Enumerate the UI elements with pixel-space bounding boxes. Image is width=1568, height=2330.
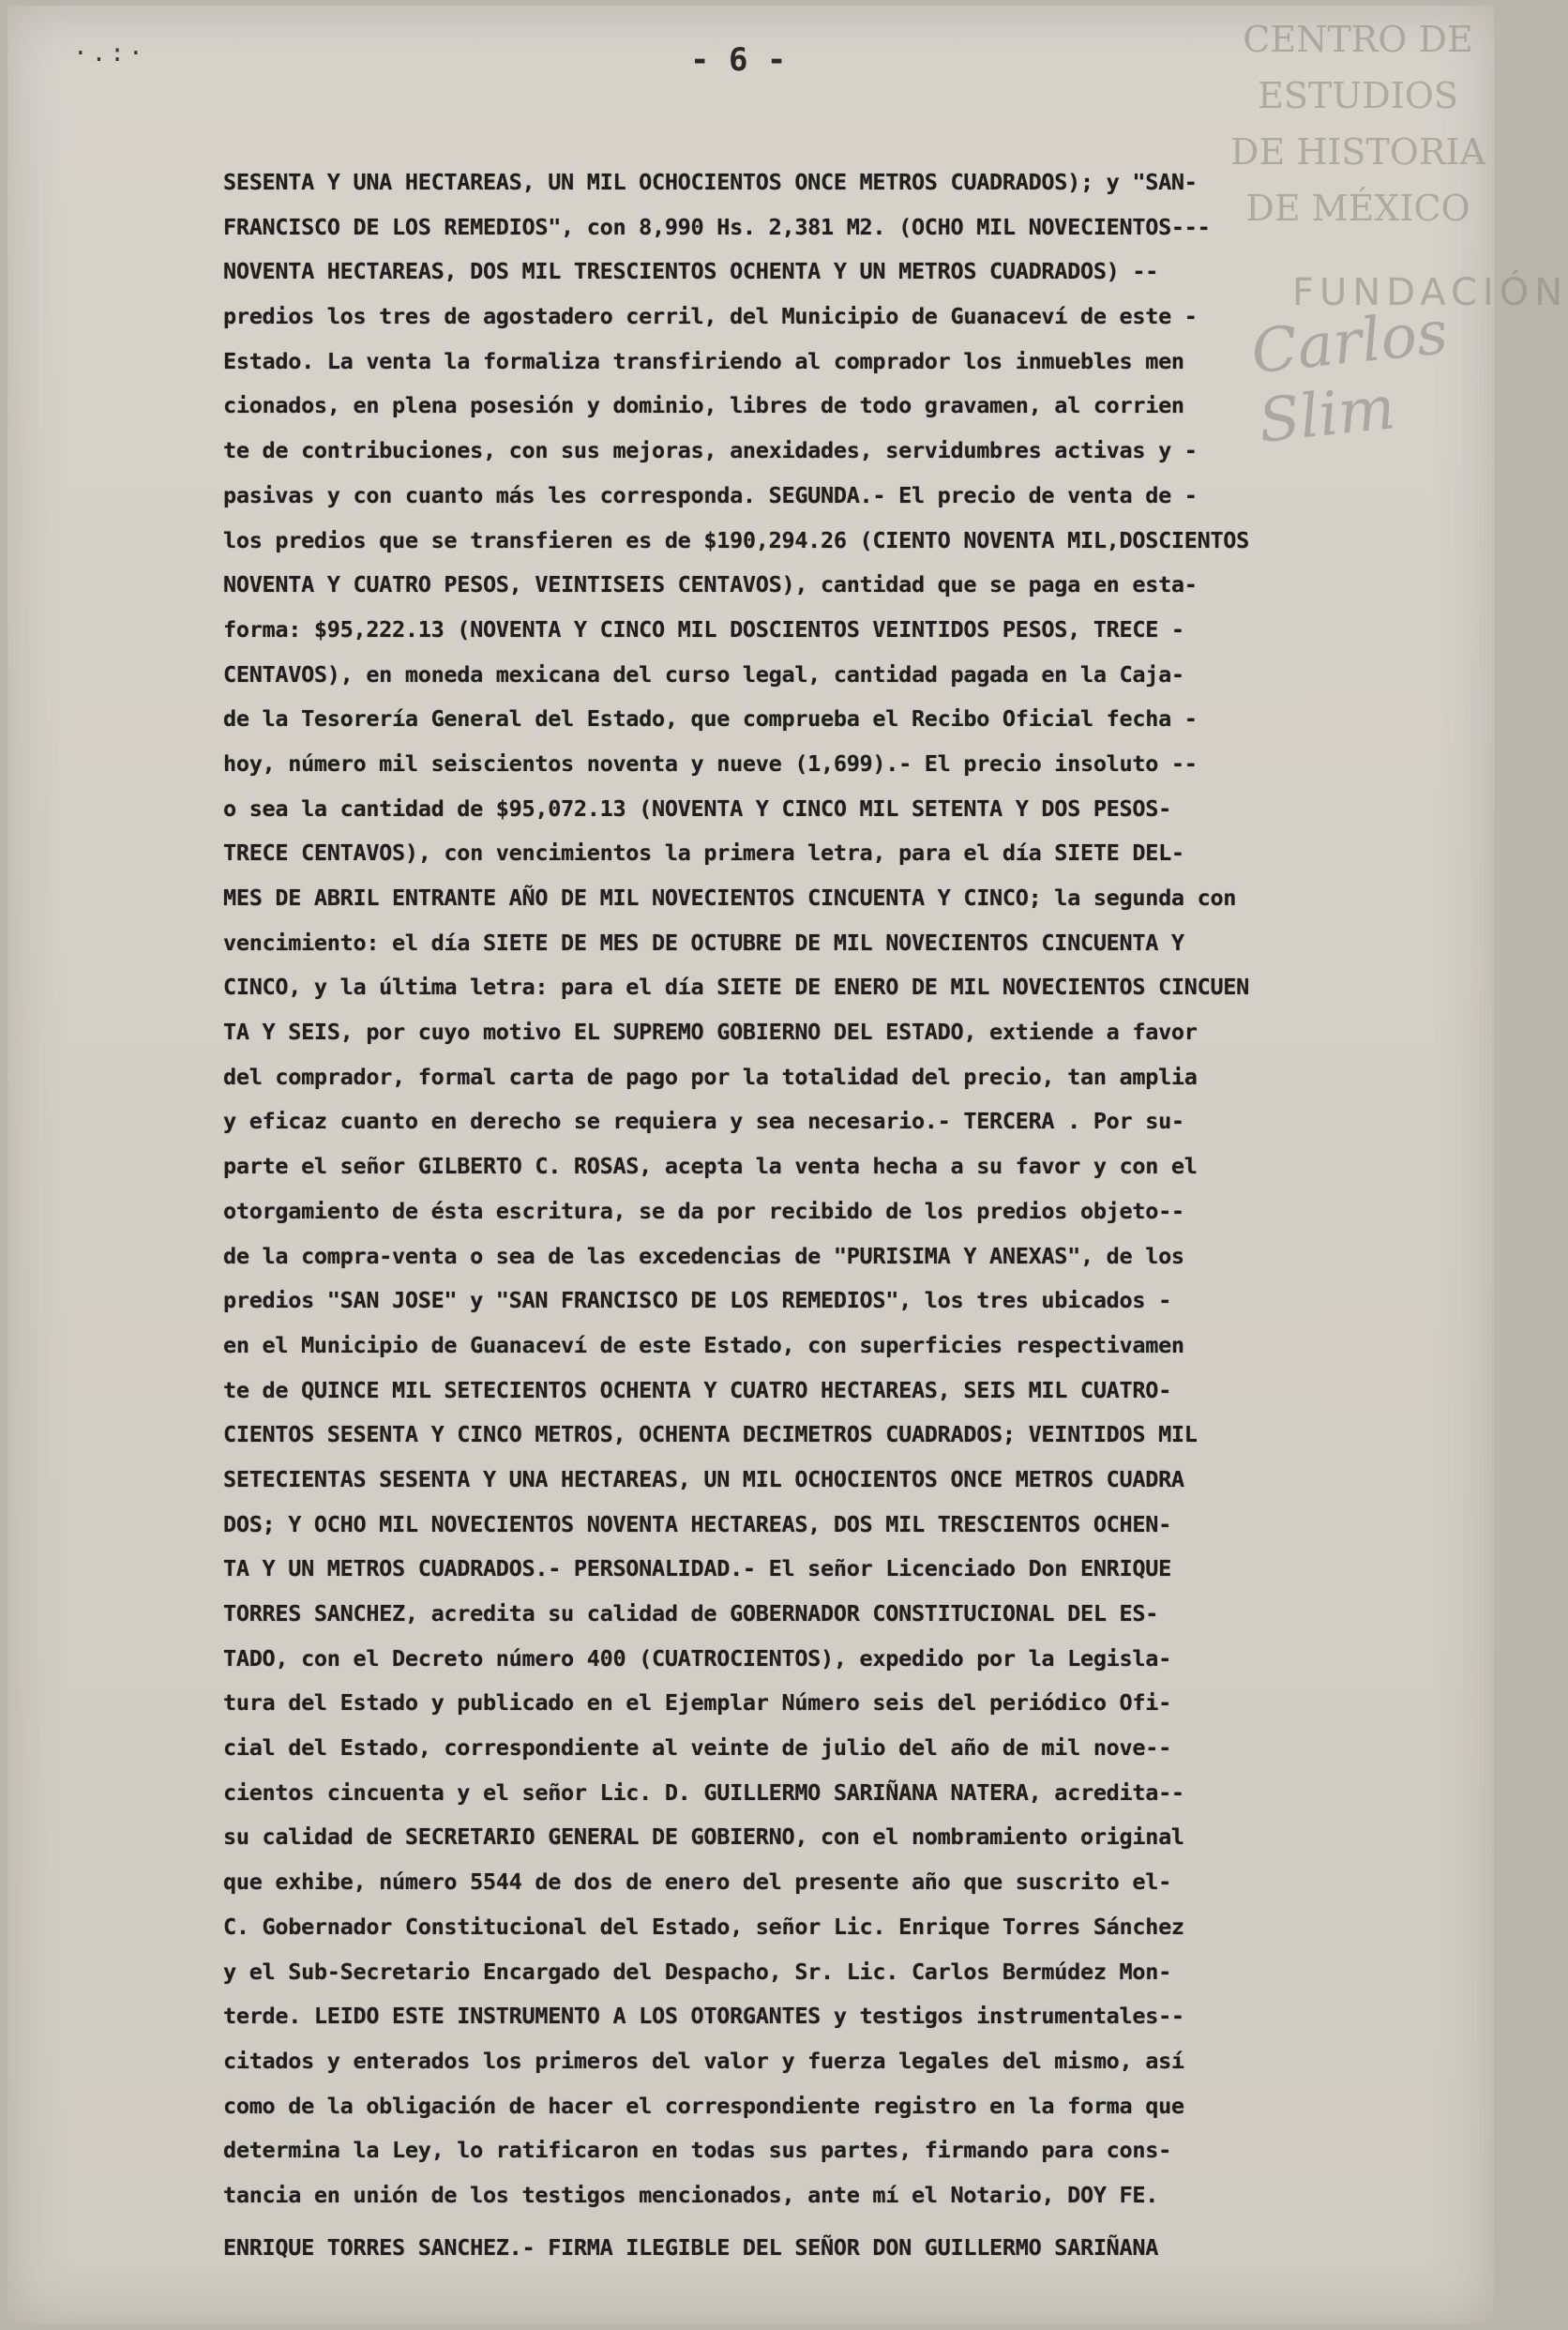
- document-page: [8, 6, 1568, 2324]
- text-line: ENRIQUE TORRES SANCHEZ.- FIRMA ILEGIBLE DEL SEÑOR DON GUILLERMO SARIÑANA: [223, 2233, 1159, 2261]
- text-line: o sea la cantidad de $95,072.13 (NOVENTA Y CINCO MIL SETENTA Y DOS PESOS-: [223, 794, 1171, 822]
- text-line: NOVENTA HECTAREAS, DOS MIL TRESCIENTOS OCHENTA Y UN METROS CUADRADOS) --: [223, 258, 1159, 285]
- text-line: los predios que se transfieren es de $190,294.26 (CIENTO NOVENTA MIL,DOSCIENTOS: [223, 526, 1250, 553]
- stamp-line: FUNDACIÓN: [1292, 271, 1568, 314]
- text-line: de la Tesorería General del Estado, que comprueba el Recibo Oficial fecha -: [223, 705, 1198, 733]
- text-line: C. Gobernador Constitucional del Estado, señor Lic. Enrique Torres Sánchez: [223, 1913, 1184, 1940]
- text-line: SETECIENTAS SESENTA Y UNA HECTAREAS, UN MIL OCHOCIENTOS ONCE METROS CUADRA: [223, 1465, 1184, 1492]
- text-line: de la compra-venta o sea de las excedencias de "PURISIMA Y ANEXAS", de los: [223, 1242, 1184, 1269]
- page-number: - 6 -: [690, 41, 787, 79]
- text-line: citados y enterados los primeros del valor y fuerza legales del mismo, así: [223, 2047, 1184, 2074]
- text-line: hoy, número mil seiscientos noventa y nueve (1,699).- El precio insoluto --: [223, 749, 1198, 777]
- text-line: TRECE CENTAVOS), con vencimientos la primera letra, para el día SIETE DEL-: [223, 840, 1184, 867]
- stamp-line: CENTRO DE: [1243, 19, 1473, 60]
- text-line: MES DE ABRIL ENTRANTE AÑO DE MIL NOVECIENTOS CINCUENTA Y CINCO; la segunda con: [223, 885, 1237, 911]
- typewritten-body: [223, 160, 1461, 2270]
- stamp-line: DE HISTORIA: [1229, 131, 1486, 173]
- text-line: terde. LEIDO ESTE INSTRUMENTO A LOS OTORGANTES y testigos instrumentales--: [223, 2003, 1184, 2030]
- text-line: como de la obligación de hacer el correspondiente registro en la forma que: [223, 2092, 1184, 2119]
- text-line: del comprador, formal carta de pago por la totalidad del precio, tan amplia: [223, 1063, 1198, 1090]
- text-line: TADO, con el Decreto número 400 (CUATROCIENTOS), expedido por la Legisla-: [223, 1644, 1171, 1672]
- text-line: pasivas y con cuanto más les corresponda. SEGUNDA.- El precio de venta de -: [223, 481, 1198, 508]
- text-line: DOS; Y OCHO MIL NOVECIENTOS NOVENTA HECTAREAS, DOS MIL TRESCIENTOS OCHEN-: [223, 1510, 1171, 1537]
- text-line: en el Municipio de Guanaceví de este Estado, con superficies respectivamen: [223, 1331, 1184, 1358]
- text-line: tancia en unión de los testigos mencionados, ante mí el Notario, DOY FE.: [223, 2181, 1159, 2208]
- corner-marks: ·.:·: [73, 39, 147, 68]
- text-line: y el Sub-Secretario Encargado del Despacho, Sr. Lic. Carlos Bermúdez Mon-: [223, 1958, 1171, 1985]
- text-line: que exhibe, número 5544 de dos de enero del presente año que suscrito el-: [223, 1869, 1171, 1896]
- text-line: FRANCISCO DE LOS REMEDIOS", con 8,990 Hs. 2,381 M2. (OCHO MIL NOVECIENTOS---: [223, 213, 1211, 240]
- text-line: vencimiento: el día SIETE DE MES DE OCTUBRE DE MIL NOVECIENTOS CINCUENTA Y: [223, 929, 1184, 956]
- text-line: TORRES SANCHEZ, acredita su calidad de GOBERNADOR CONSTITUCIONAL DEL ES-: [223, 1600, 1159, 1626]
- stamp-signature: Carlos Slim: [1247, 297, 1452, 457]
- text-line: su calidad de SECRETARIO GENERAL DE GOBIERNO, con el nombramiento original: [223, 1823, 1184, 1851]
- text-line: CIENTOS SESENTA Y CINCO METROS, OCHENTA DECIMETROS CUADRADOS; VEINTIDOS MIL: [223, 1421, 1198, 1448]
- text-line: determina la Ley, lo ratificaron en todas sus partes, firmando para cons-: [223, 2137, 1171, 2164]
- text-line: cientos cincuenta y el señor Lic. D. GUILLERMO SARIÑANA NATERA, acredita--: [223, 1778, 1184, 1806]
- text-line: Estado. La venta la formaliza transfiriendo al comprador los inmuebles men: [223, 347, 1184, 374]
- text-line: predios los tres de agostadero cerril, del Municipio de Guanaceví de este -: [223, 303, 1198, 330]
- stamp-line: ESTUDIOS: [1258, 75, 1458, 116]
- text-line: otorgamiento de ésta escritura, se da por recibido de los predios objeto--: [223, 1197, 1184, 1224]
- text-line: cionados, en plena posesión y dominio, libres de todo gravamen, al corrien: [223, 392, 1184, 419]
- text-line: CINCO, y la última letra: para el día SIETE DE ENERO DE MIL NOVECIENTOS CINCUEN: [223, 974, 1250, 1001]
- text-line: CENTAVOS), en moneda mexicana del curso legal, cantidad pagada en la Caja-: [223, 660, 1184, 688]
- stamp-line: DE MÉXICO: [1245, 188, 1470, 229]
- text-line: cial del Estado, correspondiente al veinte de julio del año de mil nove--: [223, 1734, 1171, 1762]
- text-line: forma: $95,222.13 (NOVENTA Y CINCO MIL DOSCIENTOS VEINTIDOS PESOS, TRECE -: [223, 615, 1198, 643]
- text-line: parte el señor GILBERTO C. ROSAS, acepta la venta hecha a su favor y con el: [223, 1153, 1198, 1180]
- text-line: TA Y UN METROS CUADRADOS.- PERSONALIDAD.- El señor Licenciado Don ENRIQUE: [223, 1555, 1171, 1582]
- text-line: te de contribuciones, con sus mejoras, anexidades, servidumbres activas y -: [223, 437, 1198, 464]
- text-line: NOVENTA Y CUATRO PESOS, VEINTISEIS CENTAVOS), cantidad que se paga en esta-: [223, 571, 1198, 598]
- text-line: y eficaz cuanto en derecho se requiera y sea necesario.- TERCERA . Por su-: [223, 1108, 1184, 1135]
- text-line: SESENTA Y UNA HECTAREAS, UN MIL OCHOCIENTOS ONCE METROS CUADRADOS); y "SAN-: [223, 169, 1198, 195]
- text-line: predios "SAN JOSE" y "SAN FRANCISCO DE LOS REMEDIOS", los tres ubicados -: [223, 1287, 1171, 1314]
- text-line: tura del Estado y publicado en el Ejemplar Número seis del periódico Ofi-: [223, 1689, 1171, 1717]
- text-line: te de QUINCE MIL SETECIENTOS OCHENTA Y CUATRO HECTAREAS, SEIS MIL CUATRO-: [223, 1376, 1171, 1403]
- text-line: TA Y SEIS, por cuyo motivo EL SUPREMO GOBIERNO DEL ESTADO, extiende a favor: [223, 1019, 1198, 1046]
